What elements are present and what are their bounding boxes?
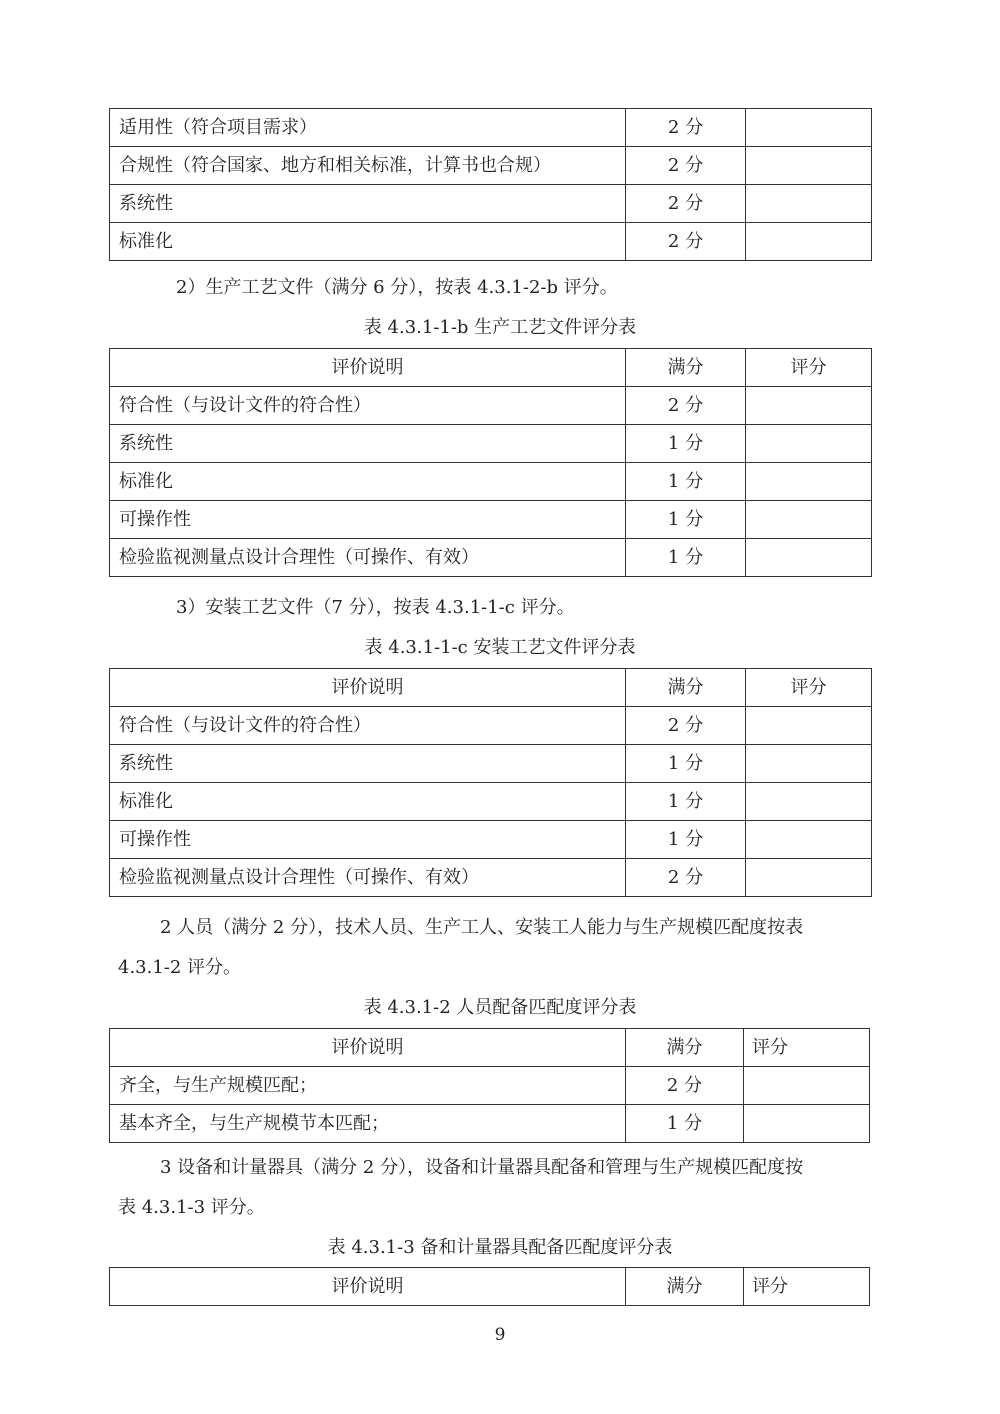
table-row [110,147,872,185]
table-row [110,463,872,501]
table-header-row [110,349,872,387]
full-score-cell: 2 分 [626,707,746,745]
full-score-cell: 1 分 [626,821,746,859]
score-cell [746,223,872,261]
full-score-cell: 1 分 [626,425,746,463]
table-row [110,501,872,539]
score-cell [746,821,872,859]
score-cell [746,109,872,147]
score-cell [744,1105,870,1143]
criterion-cell: 基本齐全，与生产规模节本匹配； [110,1105,626,1143]
header-desc: 评价说明 [110,1268,626,1306]
paragraph-personnel-line1: 2 人员（满分 2 分），技术人员、生产工人、安装工人能力与生产规模匹配度按表 [160,917,804,938]
criterion-cell: 检验监视测量点设计合理性（可操作、有效） [110,859,626,897]
page-number: 9 [494,1325,506,1345]
table-row [110,223,872,261]
full-score-cell: 2 分 [626,1067,744,1105]
score-cell [746,783,872,821]
header-score: 评分 [746,669,872,707]
table-header-row [110,1029,870,1067]
full-score-cell: 1 分 [626,501,746,539]
table-row [110,1067,870,1105]
design-doc-score-table [109,108,872,261]
table-row [110,109,872,147]
table-row [110,387,872,425]
full-score-cell: 2 分 [626,387,746,425]
score-cell [746,745,872,783]
table-row [110,539,872,577]
criterion-cell: 可操作性 [110,821,626,859]
full-score-cell: 2 分 [626,859,746,897]
criterion-cell: 标准化 [110,783,626,821]
installation-process-score-table [109,668,872,897]
score-cell [746,859,872,897]
paragraph-equipment-line2: 表 4.3.1-3 评分。 [118,1197,265,1218]
criterion-cell: 系统性 [110,425,626,463]
header-score: 评分 [744,1268,870,1306]
full-score-cell: 1 分 [626,783,746,821]
table-row [110,185,872,223]
score-cell [744,1067,870,1105]
full-score-cell: 2 分 [626,109,746,147]
score-cell [746,387,872,425]
paragraph-production-docs: 2）生产工艺文件（满分 6 分），按表 4.3.1-2-b 评分。 [176,277,618,298]
score-cell [746,463,872,501]
criterion-cell: 符合性（与设计文件的符合性） [110,387,626,425]
criterion-cell: 适用性（符合项目需求） [110,109,626,147]
criterion-cell: 合规性（符合国家、地方和相关标准，计算书也合规） [110,147,626,185]
header-full: 满分 [626,1268,744,1306]
table-header-row [110,669,872,707]
full-score-cell: 2 分 [626,185,746,223]
table-row [110,707,872,745]
table-caption-2: 表 4.3.1-2 人员配备匹配度评分表 [363,997,637,1018]
score-cell [746,501,872,539]
criterion-cell: 标准化 [110,463,626,501]
criterion-cell: 系统性 [110,185,626,223]
full-score-cell: 1 分 [626,745,746,783]
score-cell [746,185,872,223]
score-cell [746,425,872,463]
full-score-cell: 1 分 [626,1105,744,1143]
full-score-cell: 2 分 [626,223,746,261]
header-full: 满分 [626,349,746,387]
criterion-cell: 可操作性 [110,501,626,539]
table-row [110,859,872,897]
criterion-cell: 检验监视测量点设计合理性（可操作、有效） [110,539,626,577]
score-cell [746,707,872,745]
table-caption-3: 表 4.3.1-3 备和计量器具配备匹配度评分表 [327,1237,673,1258]
header-desc: 评价说明 [110,1029,626,1067]
paragraph-installation-docs: 3）安装工艺文件（7 分），按表 4.3.1-1-c 评分。 [176,597,575,618]
criterion-cell: 符合性（与设计文件的符合性） [110,707,626,745]
table-row [110,783,872,821]
header-score: 评分 [744,1029,870,1067]
score-cell [746,539,872,577]
header-score: 评分 [746,349,872,387]
criterion-cell: 系统性 [110,745,626,783]
criterion-cell: 标准化 [110,223,626,261]
personnel-score-table [109,1028,870,1143]
header-desc: 评价说明 [110,669,626,707]
table-caption-b: 表 4.3.1-1-b 生产工艺文件评分表 [363,317,637,338]
header-full: 满分 [626,1029,744,1067]
paragraph-personnel-line2: 4.3.1-2 评分。 [118,957,242,978]
table-row [110,1105,870,1143]
score-cell [746,147,872,185]
paragraph-equipment-line1: 3 设备和计量器具（满分 2 分），设备和计量器具配备和管理与生产规模匹配度按 [160,1157,804,1178]
equipment-score-table [109,1267,870,1306]
header-desc: 评价说明 [110,349,626,387]
table-row [110,745,872,783]
table-header-row [110,1268,870,1306]
table-row [110,425,872,463]
table-caption-c: 表 4.3.1-1-c 安装工艺文件评分表 [364,637,636,658]
criterion-cell: 齐全，与生产规模匹配； [110,1067,626,1105]
header-full: 满分 [626,669,746,707]
production-process-score-table [109,348,872,577]
table-row [110,821,872,859]
full-score-cell: 1 分 [626,463,746,501]
full-score-cell: 1 分 [626,539,746,577]
full-score-cell: 2 分 [626,147,746,185]
